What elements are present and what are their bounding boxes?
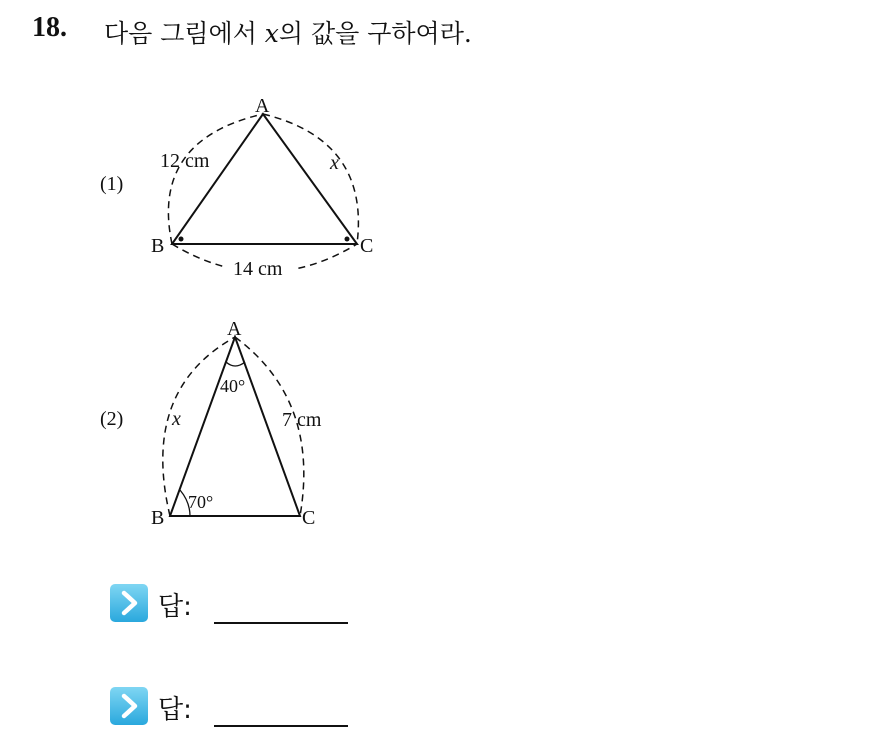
- fig1-side-AC: x: [330, 152, 339, 174]
- fig2-side-AC: 7 cm: [282, 409, 322, 431]
- fig2-vertex-A: A: [227, 318, 242, 340]
- question-text-before: 다음 그림에서: [104, 19, 265, 48]
- triangle-2-sides: [170, 337, 300, 516]
- fig1-vertex-B: B: [151, 235, 165, 257]
- answer-blank-2[interactable]: [214, 725, 348, 727]
- answer-row-2: [110, 687, 370, 727]
- fig2-angle-A: 40°: [220, 376, 246, 396]
- angle-arc-A: [226, 362, 245, 366]
- fig1-vertex-C: C: [360, 235, 374, 257]
- part-label-1: (1): [100, 173, 124, 195]
- answer-blank-1[interactable]: [214, 622, 348, 624]
- figure-1-triangle: [151, 95, 373, 280]
- fig2-side-AB: x: [172, 408, 181, 430]
- chevron-right-icon: [110, 584, 148, 622]
- question-text-after: 의 값을 구하여라.: [278, 19, 472, 48]
- fig1-vertex-A: A: [255, 95, 270, 117]
- fig2-vertex-B: B: [151, 507, 165, 529]
- question-variable: x: [264, 19, 279, 48]
- fig2-angle-B: 70°: [188, 492, 214, 512]
- fig1-side-AB: 12 cm: [160, 150, 210, 172]
- fig2-vertex-C: C: [302, 507, 316, 529]
- figure-2-triangle: [151, 318, 322, 529]
- triangle-1-sides: [172, 114, 357, 244]
- angle-mark-C: [345, 237, 350, 242]
- angle-mark-B: [179, 237, 184, 242]
- fig1-side-BC: 14 cm: [233, 258, 283, 280]
- chevron-right-icon: [110, 687, 148, 725]
- answer-row-1: [110, 584, 370, 624]
- part-label-2: (2): [100, 408, 124, 430]
- question-number: 18.: [32, 12, 67, 43]
- answer-label-2: 답:: [158, 695, 192, 725]
- answer-label-1: 답:: [158, 592, 192, 622]
